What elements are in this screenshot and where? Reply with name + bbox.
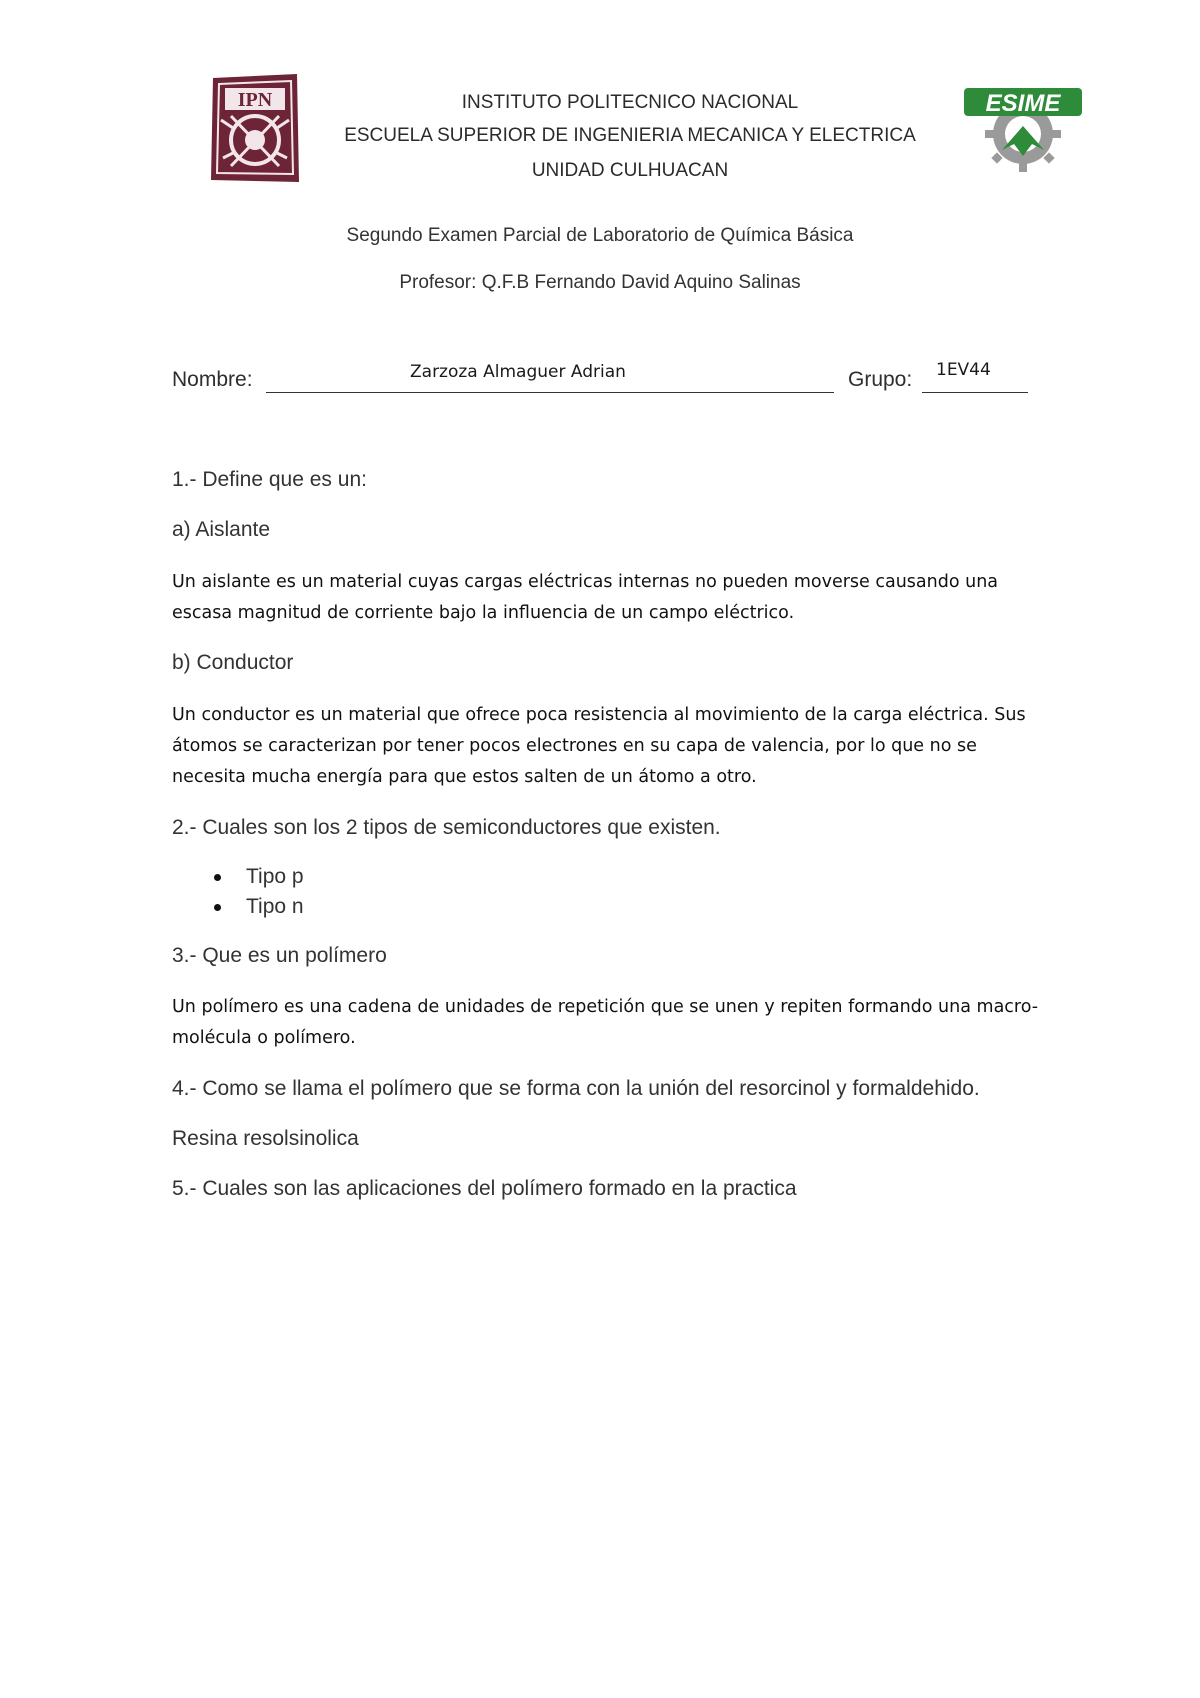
professor-line: Profesor: Q.F.B Fernando David Aquino Salinas [399, 272, 801, 293]
svg-text:IPN: IPN [237, 89, 273, 111]
group-underline [922, 392, 1028, 393]
group-value: 1EV44 [936, 360, 991, 380]
name-label: Nombre: [172, 368, 253, 391]
name-value: Zarzoza Almaguer Adrian [410, 362, 626, 382]
answer-1a: Un aislante es un material cuyas cargas eléctricas internas no pueden moverse causando una escasa magnitud de corriente bajo la influencia de un campo eléctrico. [172, 572, 999, 623]
exam-title: Segundo Examen Parcial de Laboratorio de Química Básica [346, 225, 854, 246]
esime-logo [962, 80, 1084, 180]
question-1b: b) Conductor [172, 651, 294, 674]
question-3: 3.- Que es un polímero [172, 944, 387, 967]
semiconductor-list [210, 862, 304, 922]
unit-name: UNIDAD CULHUACAN [531, 160, 729, 181]
school-name: ESCUELA SUPERIOR DE INGENIERIA MECANICA Y ELECTRICA [344, 125, 916, 146]
group-label: Grupo: [848, 368, 913, 391]
ipn-logo [203, 70, 307, 186]
question-1a: a) Aislante [172, 518, 271, 541]
list-item: Tipo p [210, 862, 304, 892]
answer-1b: Un conductor es un material que ofrece poca resistencia al movimiento de la carga eléctrica. Sus átomos se caracterizan por tener pocos electrones en su capa de valencia, por lo que no se necesita mucha energía para que estos salten de un átomo a otro. [172, 705, 1026, 787]
list-item: Tipo n [210, 892, 304, 922]
question-2: 2.- Cuales son los 2 tipos de semiconductores que existen. [172, 816, 721, 839]
svg-text:ESIME: ESIME [985, 90, 1061, 117]
name-underline [266, 392, 834, 393]
answer-4: Resina resolsinolica [172, 1127, 359, 1150]
institute-name: INSTITUTO POLITECNICO NACIONAL [461, 92, 799, 113]
answer-3: Un polímero es una cadena de unidades de repetición que se unen y repiten formando una macro-molécula o polímero. [172, 997, 1039, 1048]
question-4: 4.- Como se llama el polímero que se forma con la unión del resorcinol y formaldehido. [172, 1077, 980, 1100]
question-1: 1.- Define que es un: [172, 468, 367, 491]
question-5: 5.- Cuales son las aplicaciones del polímero formado en la practica [172, 1177, 797, 1200]
